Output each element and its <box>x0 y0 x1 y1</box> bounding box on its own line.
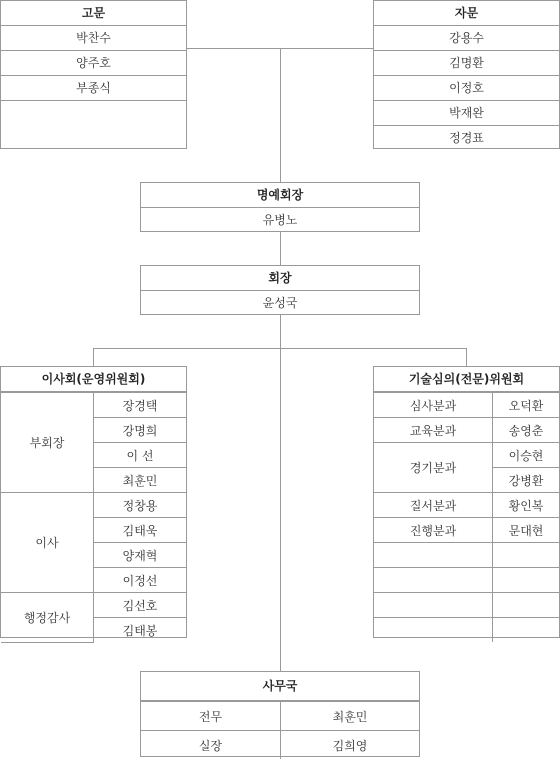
board-title: 이사회(운영위원회) <box>1 367 186 392</box>
connector-to-board <box>93 348 94 366</box>
board-member: 김태봉 <box>94 618 187 643</box>
connector-top-to-honorary <box>280 48 281 182</box>
connector-committees-horizontal <box>93 348 467 349</box>
secretariat-box <box>140 671 420 757</box>
board-role: 행정감사 <box>1 593 94 643</box>
tech-member: 송영춘 <box>493 418 560 443</box>
secretariat-title: 사무국 <box>141 672 419 701</box>
secretariat-table <box>141 701 419 759</box>
tech-empty-cell <box>493 543 560 568</box>
honorary-chair-box <box>140 182 420 232</box>
advisor-member: 양주호 <box>1 51 186 76</box>
consultants-title: 자문 <box>374 1 559 26</box>
connector-honorary-to-chair <box>280 232 281 265</box>
consultant-member: 이정호 <box>374 76 559 101</box>
consultant-member: 정경표 <box>374 126 559 150</box>
tech-empty-cell <box>493 593 560 618</box>
board-member: 김선호 <box>94 593 187 618</box>
consultant-member: 강용수 <box>374 26 559 51</box>
board-member: 김태욱 <box>94 518 187 543</box>
tech-member: 문대현 <box>493 518 560 543</box>
board-member: 최훈민 <box>94 468 187 493</box>
tech-empty-cell <box>374 543 493 568</box>
connector-to-tech <box>466 348 467 366</box>
chair-name: 윤성국 <box>141 291 419 315</box>
tech-division: 심사분과 <box>374 393 493 418</box>
board-role: 이사 <box>1 493 94 593</box>
tech-member: 황인복 <box>493 493 560 518</box>
tech-committee-title: 기술심의(전문)위원회 <box>374 367 559 392</box>
board-member: 정창용 <box>94 493 187 518</box>
board-member: 이정선 <box>94 568 187 593</box>
advisor-member: 박찬수 <box>1 26 186 51</box>
chair-title: 회장 <box>141 266 419 291</box>
advisors-box <box>0 0 187 149</box>
board-box <box>0 366 187 638</box>
tech-member: 강병환 <box>493 468 560 493</box>
tech-member: 이승현 <box>493 443 560 468</box>
tech-member: 오덕환 <box>493 393 560 418</box>
board-member: 양재혁 <box>94 543 187 568</box>
secretariat-name: 김희영 <box>281 731 420 759</box>
consultant-member: 김명환 <box>374 51 559 76</box>
tech-committee-table <box>374 392 559 642</box>
secretariat-name: 최훈민 <box>281 702 420 731</box>
tech-empty-cell <box>493 568 560 593</box>
tech-division: 교육분과 <box>374 418 493 443</box>
chair-box <box>140 265 420 315</box>
tech-committee-box <box>373 366 560 638</box>
consultants-box <box>373 0 560 149</box>
tech-division: 진행분과 <box>374 518 493 543</box>
board-member: 장경택 <box>94 393 187 418</box>
tech-empty-cell <box>493 618 560 643</box>
advisors-title: 고문 <box>1 1 186 26</box>
board-role: 부회장 <box>1 393 94 493</box>
connector-chair-to-secretariat <box>280 315 281 671</box>
consultant-member: 박재완 <box>374 101 559 126</box>
tech-empty-cell <box>374 618 493 643</box>
tech-empty-cell <box>374 593 493 618</box>
secretariat-role: 실장 <box>141 731 281 759</box>
secretariat-role: 전무 <box>141 702 281 731</box>
board-member: 이 선 <box>94 443 187 468</box>
honorary-chair-title: 명예회장 <box>141 183 419 208</box>
advisor-member: 부종식 <box>1 76 186 101</box>
board-member: 강명희 <box>94 418 187 443</box>
tech-empty-cell <box>374 568 493 593</box>
honorary-chair-name: 유병노 <box>141 208 419 232</box>
board-table <box>1 392 186 643</box>
tech-division: 경기분과 <box>374 443 493 493</box>
tech-division: 질서분과 <box>374 493 493 518</box>
